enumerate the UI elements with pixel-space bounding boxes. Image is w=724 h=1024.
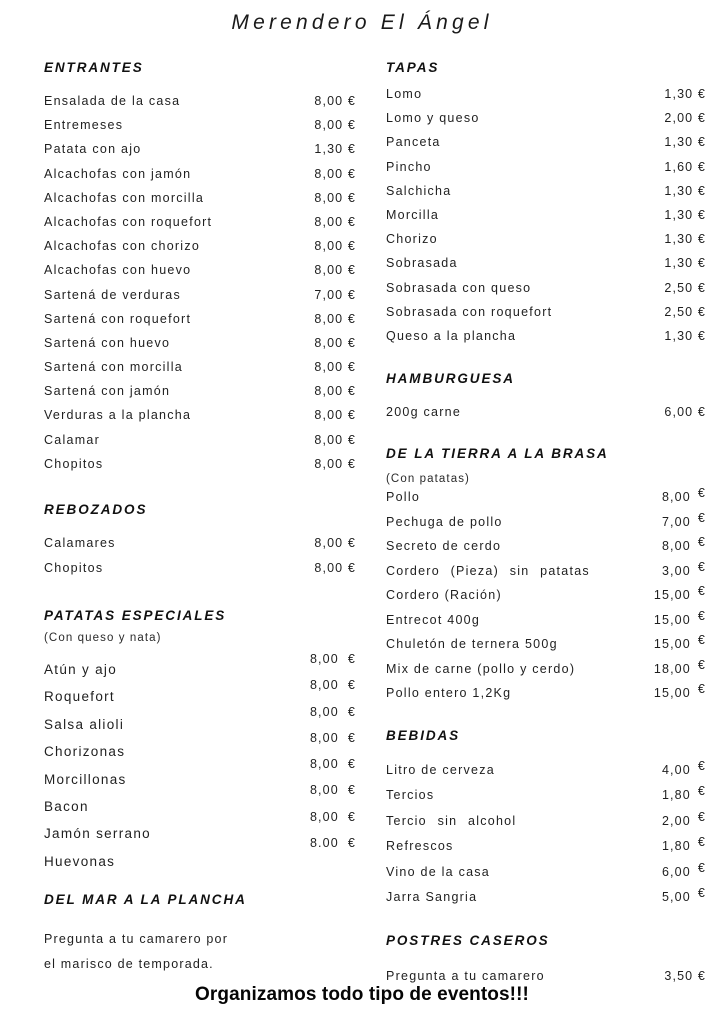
section-heading: BEBIDAS xyxy=(386,727,461,743)
item-name: Refrescos xyxy=(386,839,454,854)
item-price: 8,00 € xyxy=(661,486,706,505)
menu-item-row xyxy=(44,457,356,481)
item-name: Sartená con jamón xyxy=(44,384,171,399)
menu-item-row xyxy=(386,584,706,613)
item-price: 6,00 € xyxy=(664,405,706,420)
item-name: Sartená con huevo xyxy=(44,335,171,350)
item-price: 2,00 € xyxy=(664,111,706,126)
item-price: 8,00 € xyxy=(314,214,356,229)
item-name: Sartená de verduras xyxy=(44,287,182,302)
euro-symbol: € xyxy=(347,678,356,693)
item-name: Alcachofas con jamón xyxy=(44,166,192,181)
euro-symbol: € xyxy=(347,757,356,772)
item-price: 15,00 € xyxy=(653,584,706,603)
menu-item-row xyxy=(44,384,356,408)
item-price: 8,00 € xyxy=(314,311,356,326)
item-price: 8,00 € xyxy=(314,239,356,254)
item-price: 6,00 € xyxy=(661,860,706,879)
section-bebidas xyxy=(386,728,706,916)
item-name: Chorizo xyxy=(386,232,438,247)
item-name: Calamares xyxy=(44,536,116,550)
menu-item-row xyxy=(44,336,356,360)
euro-symbol: € xyxy=(697,657,706,672)
section-note: (Con patatas) xyxy=(386,473,470,486)
item-name: Pincho xyxy=(386,159,432,174)
item-name: Huevonas xyxy=(44,853,116,869)
item-price: 7,00 € xyxy=(314,287,356,302)
menu-item-row xyxy=(386,486,706,515)
section-de-la-tierra-a-la-brasa xyxy=(386,446,706,711)
item-name: Pollo entero 1,2Kg xyxy=(386,686,512,701)
menu-item-row xyxy=(386,256,706,280)
footer-note: Organizamos todo tipo de eventos!!! xyxy=(195,984,529,1005)
item-price: 8,00 € xyxy=(309,652,356,666)
item-price: 1,60 € xyxy=(664,159,706,174)
menu-item-row xyxy=(386,232,706,256)
item-name: Atún y ajo xyxy=(44,662,118,677)
item-price: 18,00 € xyxy=(653,657,706,676)
item-price: 8,00 € xyxy=(314,335,356,350)
item-name: Litro de cerveza xyxy=(386,762,495,777)
item-list xyxy=(386,758,706,916)
item-name: Morcillonas xyxy=(44,771,127,787)
item-price: 3,50 € xyxy=(664,968,706,983)
section-heading: DE LA TIERRA A LA BRASA xyxy=(386,446,609,462)
item-price: 8,00 € xyxy=(314,561,356,575)
item-price: 8,00 € xyxy=(309,678,356,693)
section-del-mar-a-la-plancha xyxy=(44,892,356,977)
menu-item-row xyxy=(44,561,356,586)
euro-symbol: € xyxy=(697,886,706,901)
section-tapas xyxy=(386,60,706,353)
item-name: Verduras a la plancha xyxy=(44,408,192,423)
menu-item-row xyxy=(44,239,356,263)
euro-symbol: € xyxy=(347,783,356,798)
menu-item-row xyxy=(44,433,356,457)
item-name: Entremeses xyxy=(44,118,124,133)
item-price: 5,00 € xyxy=(661,886,706,905)
menu-item-row xyxy=(386,111,706,135)
section-paragraph-line: el marisco de temporada. xyxy=(44,957,214,971)
menu-item-row xyxy=(386,87,706,111)
item-price: 8,00 € xyxy=(314,384,356,399)
menu-item-row xyxy=(44,94,356,118)
menu-item-row xyxy=(44,312,356,336)
menu-item-row xyxy=(386,809,706,840)
item-name: Jamón serrano xyxy=(44,826,151,842)
menu-item-row xyxy=(386,208,706,232)
euro-symbol: € xyxy=(697,860,706,875)
item-name: Pechuga de pollo xyxy=(386,514,503,529)
item-price: 8,00 € xyxy=(314,456,356,471)
item-list xyxy=(44,94,356,481)
euro-symbol: € xyxy=(347,809,356,824)
item-name-column xyxy=(44,656,151,875)
euro-symbol: € xyxy=(697,633,706,648)
item-name: Lomo xyxy=(386,87,423,101)
euro-symbol: € xyxy=(697,784,706,799)
euro-symbol: € xyxy=(697,486,706,501)
menu-item-row xyxy=(386,281,706,305)
item-price: 8,00 € xyxy=(314,190,356,205)
section-heading: TAPAS xyxy=(386,60,440,75)
item-name: Roquefort xyxy=(44,689,115,705)
euro-symbol: € xyxy=(697,559,706,574)
menu-item-row xyxy=(386,160,706,184)
menu-item-row xyxy=(44,536,356,561)
section-heading: HAMBURGUESA xyxy=(386,371,515,387)
item-name: Bacon xyxy=(44,799,89,815)
section-entrantes xyxy=(44,60,356,481)
item-price: 8,00 € xyxy=(309,809,356,824)
item-name: Calamar xyxy=(44,432,100,447)
euro-symbol: € xyxy=(347,836,356,851)
item-name: Sobrasada xyxy=(386,256,458,271)
item-price: 1,30 € xyxy=(664,135,706,150)
item-price: 8,00 € xyxy=(314,263,356,278)
menu-item-row xyxy=(386,184,706,208)
menu-item-row xyxy=(44,360,356,384)
item-price: 1,30 € xyxy=(664,328,706,343)
menu-item-row xyxy=(386,608,706,638)
menu-item-row xyxy=(386,784,706,814)
item-name: Cordero (Ración) xyxy=(386,588,502,603)
section-patatas-especiales xyxy=(44,608,356,878)
item-price: 2,50 € xyxy=(664,280,706,295)
item-price: 8.00 € xyxy=(309,836,356,851)
item-name: Tercios xyxy=(386,788,435,803)
menu-item-row xyxy=(44,215,356,239)
item-name: Vino de la casa xyxy=(386,864,490,879)
euro-symbol: € xyxy=(697,809,706,824)
item-name: Alcachofas con huevo xyxy=(44,263,192,278)
item-price: 2,00 € xyxy=(661,809,706,828)
euro-symbol: € xyxy=(697,608,706,623)
item-price: 8,00 € xyxy=(661,535,706,554)
section-heading: ENTRANTES xyxy=(44,60,144,75)
section-rebozados xyxy=(44,502,356,586)
item-name: Salchicha xyxy=(386,183,452,198)
item-price: 8,00 € xyxy=(309,730,356,745)
item-name: Morcilla xyxy=(386,207,440,222)
menu-item-row xyxy=(386,135,706,159)
item-name: Patata con ajo xyxy=(44,142,142,157)
euro-symbol: € xyxy=(347,730,356,745)
euro-symbol: € xyxy=(347,704,356,719)
item-price: 1,30 € xyxy=(664,87,706,101)
item-list xyxy=(44,536,356,586)
item-price: 8,00 € xyxy=(309,783,356,798)
item-price: 1,30 € xyxy=(664,232,706,247)
item-list xyxy=(386,405,706,429)
menu-item-row xyxy=(386,405,706,429)
item-price: 4,00 € xyxy=(661,758,706,777)
section-heading: DEL MAR A LA PLANCHA xyxy=(44,892,247,907)
euro-symbol: € xyxy=(697,584,706,599)
euro-symbol: € xyxy=(697,510,706,525)
item-name: Chopitos xyxy=(44,561,104,575)
euro-symbol: € xyxy=(697,682,706,697)
euro-symbol: € xyxy=(697,535,706,550)
item-name: Pollo xyxy=(386,490,421,505)
menu-item-row xyxy=(386,510,706,540)
item-price: 1,80 € xyxy=(661,784,706,803)
item-name: Sartená con roquefort xyxy=(44,311,192,326)
menu-item-row xyxy=(44,142,356,166)
left-column xyxy=(44,60,356,977)
item-name: Salsa alioli xyxy=(44,716,125,732)
item-name: Queso a la plancha xyxy=(386,328,517,343)
item-price: 8,00 € xyxy=(314,408,356,423)
menu-item-row xyxy=(386,633,706,662)
item-name: Ensalada de la casa xyxy=(44,94,181,108)
item-price: 8,00 € xyxy=(314,166,356,181)
menu-item-row xyxy=(386,329,706,353)
item-name: Alcachofas con chorizo xyxy=(44,239,201,254)
section-hamburguesa xyxy=(386,371,706,429)
item-price: 2,50 € xyxy=(664,304,706,319)
item-name: Secreto de cerdo xyxy=(386,539,502,554)
menu-item-row xyxy=(386,886,706,916)
item-price: 1,30 € xyxy=(664,207,706,222)
item-price: 15,00 € xyxy=(653,608,706,627)
section-heading: POSTRES CASEROS xyxy=(386,932,550,948)
euro-symbol: € xyxy=(347,652,356,666)
item-name: Pregunta a tu camarero xyxy=(386,968,545,983)
item-price: 1,80 € xyxy=(661,835,706,854)
item-price-column xyxy=(310,646,356,856)
section-heading: PATATAS ESPECIALES xyxy=(44,608,227,623)
section-note: (Con queso y nata) xyxy=(44,632,162,644)
menu-item-row xyxy=(44,118,356,142)
menu-item-row xyxy=(44,408,356,432)
section-paragraph-line: Pregunta a tu camarero por xyxy=(44,932,229,946)
item-price: 8,00 € xyxy=(314,536,356,550)
item-name: Tercio sin alcohol xyxy=(386,813,517,828)
item-price: 8,00 € xyxy=(314,360,356,375)
item-price: 1,30 € xyxy=(314,142,356,157)
menu-item-row xyxy=(386,657,706,687)
item-price: 8,00 € xyxy=(309,757,356,772)
item-price: 1,30 € xyxy=(664,256,706,271)
item-name: Chuletón de ternera 500g xyxy=(386,637,558,652)
item-list xyxy=(44,652,356,878)
menu-item-row xyxy=(44,288,356,312)
menu-item-row xyxy=(44,263,356,287)
item-name: Lomo y queso xyxy=(386,111,480,126)
item-price: 15,00 € xyxy=(653,633,706,652)
item-name: Sobrasada con roquefort xyxy=(386,304,553,319)
item-name: Jarra Sangria xyxy=(386,890,478,905)
menu-item-row xyxy=(386,682,706,711)
item-price: 7,00 € xyxy=(661,510,706,529)
item-price: 15,00 € xyxy=(653,682,706,701)
item-name: Entrecot 400g xyxy=(386,612,481,627)
right-column xyxy=(386,60,706,993)
item-price: 8,00 € xyxy=(314,432,356,447)
section-heading: REBOZADOS xyxy=(44,502,148,517)
item-name: Chorizonas xyxy=(44,744,126,760)
menu-item-row xyxy=(386,535,706,564)
item-name: Panceta xyxy=(386,135,441,150)
item-name: Sobrasada con queso xyxy=(386,280,532,295)
item-price: 3,00 € xyxy=(661,559,706,578)
item-price: 1,30 € xyxy=(664,183,706,198)
item-name: Chopitos xyxy=(44,456,104,471)
item-price: 8,00 € xyxy=(309,704,356,719)
item-list xyxy=(386,486,706,711)
item-price: 8,00 € xyxy=(314,94,356,108)
item-name: Alcachofas con morcilla xyxy=(44,190,205,205)
item-list xyxy=(386,87,706,353)
menu-item-row xyxy=(386,305,706,329)
menu-item-row xyxy=(44,167,356,191)
menu-item-row xyxy=(386,860,706,891)
item-name: 200g carne xyxy=(386,405,462,420)
item-name: Alcachofas con roquefort xyxy=(44,214,213,229)
menu-item-row xyxy=(386,559,706,589)
item-price: 8,00 € xyxy=(314,118,356,133)
item-name: Sartená con morcilla xyxy=(44,360,183,375)
menu-item-row xyxy=(386,758,706,789)
item-name: Cordero (Pieza) sin patatas xyxy=(386,563,590,578)
menu-item-row xyxy=(44,191,356,215)
euro-symbol: € xyxy=(697,758,706,773)
item-name: Mix de carne (pollo y cerdo) xyxy=(386,661,576,676)
page-title: Merendero El Ángel xyxy=(231,11,493,34)
euro-symbol: € xyxy=(697,835,706,850)
menu-item-row xyxy=(386,835,706,865)
